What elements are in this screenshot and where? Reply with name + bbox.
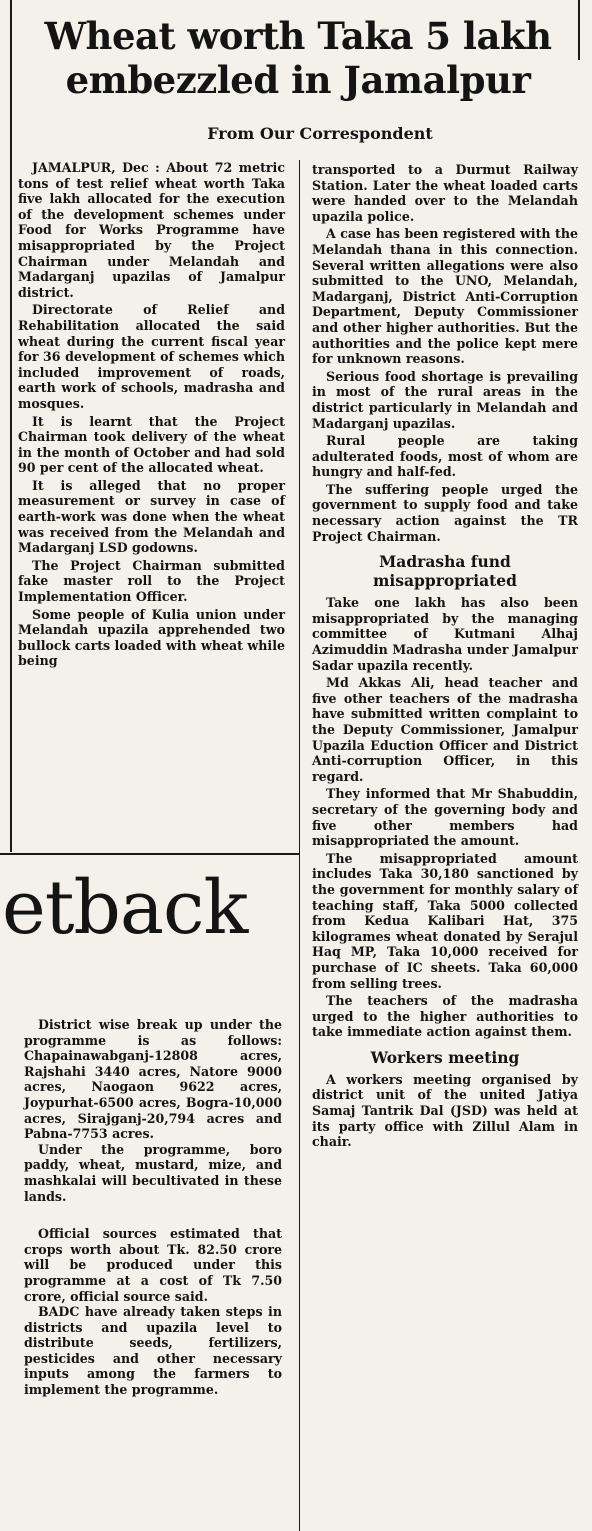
workers-subheading: Workers meeting <box>370 1047 520 1067</box>
paragraph: It is learnt that the Project Chairman took delivery of the wheat in the month of October and had sold 90 per cent of the allocated wheat. <box>18 413 285 476</box>
headline: Wheat worth Taka 5 lakh embezzled in Jamalpur <box>44 14 552 102</box>
story-separator-rule <box>0 853 300 855</box>
paragraph: BADC have already taken steps in districts and upazila level to distribute seeds, fertilizers, pesticides and other necessary inputs among the farmers to implement the programme. <box>24 1304 282 1398</box>
paragraph-gap <box>24 1204 282 1226</box>
paragraph: A case has been registered with the Melandah thana in this connection. Several written allegations were also submitted to the UNO, Melandah, Madarganj, District Anti-Corruption Department, Deputy Commissioner and other higher authorities. But the authorities and the police kept mere for unknown reasons. <box>312 226 578 367</box>
paragraph: The misappropriated amount includes Taka 30,180 sanctioned by the government for monthly salary of teaching staff, Taka 5000 collected from Kedua Kalibari Hat, 375 kilogrames wheat donated by Serajul Haq MP, Taka 10,000 received for purchase of IC sheets. Taka 60,000 from selling trees. <box>312 850 578 991</box>
paragraph: Md Akkas Ali, head teacher and five other teachers of the madrasha have submitted written complaint to the Deputy Commissioner, Jamalpur Upazila Eduction Officer and District Anti-corruption Officer, in this regard. <box>312 675 578 784</box>
paragraph: The teachers of the madrasha urged to the higher authorities to take immediate action against them. <box>312 993 578 1040</box>
other-story-headline-fragment: etback <box>2 865 248 951</box>
paragraph: It is alleged that no proper measurement or survey in case of earth-work was done when the wheat was received from the Melandah and Madarganj LSD godowns. <box>18 477 285 556</box>
byline: From Our Correspondent <box>207 124 433 143</box>
madrasha-subheading: Madrasha fund misappropriated <box>372 552 518 591</box>
paragraph: Official sources estimated that crops worth about Tk. 82.50 crore will be produced under this programme at a cost of Tk 7.50 crore, official source said. <box>24 1226 282 1304</box>
paragraph: The Project Chairman submitted fake master roll to the Project Implementation Officer. <box>18 557 285 605</box>
right-column <box>312 162 578 1152</box>
paragraph: Some people of Kulia union under Melandah upazila apprehended two bullock carts loaded with wheat while being <box>18 606 285 669</box>
paragraph: Take one lakh has also been misappropriated by the managing committee of Kutmani Alhaj Azimuddin Madrasha under Jamalpur Sadar upazila recently. <box>312 595 578 673</box>
left-border-rule <box>10 0 12 852</box>
paragraph: Serious food shortage is prevailing in most of the rural areas in the district particularly in Melandah and Madarganj upazilas. <box>312 368 578 431</box>
paragraph: Rural people are taking adulterated foods, most of whom are hungry and half-fed. <box>312 433 578 480</box>
paragraph: transported to a Durmut Railway Station. Later the wheat loaded carts were handed over to the Melandah upazila police. <box>312 162 578 224</box>
paragraph: The suffering people urged the government to supply food and take necessary action against the TR Project Chairman. <box>312 481 578 544</box>
paragraph: They informed that Mr Shabuddin, secretary of the governing body and five other members had misappropriated the amount. <box>312 786 578 849</box>
paragraph: Directorate of Relief and Rehabilitation allocated the said wheat during the current fiscal year for 36 development of schemes which included improvement of roads, earth work of schools, madrasha and mosques. <box>18 302 285 411</box>
paragraph: Under the programme, boro paddy, wheat, mustard, mize, and mashkalai will becultivated in these lands. <box>24 1141 282 1204</box>
left-column <box>18 160 285 671</box>
other-story-column <box>24 1017 282 1398</box>
paragraph: JAMALPUR, Dec : About 72 metric tons of test relief wheat worth Taka five lakh allocated for the execution of the development schemes under Food for Works Programme have misappropriated by the Project Chairman under Melandah and Madarganj upazilas of Jamalpur district. <box>18 160 285 300</box>
paragraph: District wise break up under the programme is as follows: Chapainawabganj-12808 acres, Rajshahi 3440 acres, Natore 9000 acres, Naogaon 9622 acres, Joypurhat-6500 acres, Bogra-10,000 acres, Sirajganj-20,794 acres and Pabna-7753 acres. <box>24 1017 282 1142</box>
paragraph: A workers meeting organised by district unit of the united Jatiya Samaj Tantrik Dal (JSD) was held at its party office with Zillul Alam in chair. <box>312 1071 578 1150</box>
column-divider-rule <box>299 160 300 1531</box>
